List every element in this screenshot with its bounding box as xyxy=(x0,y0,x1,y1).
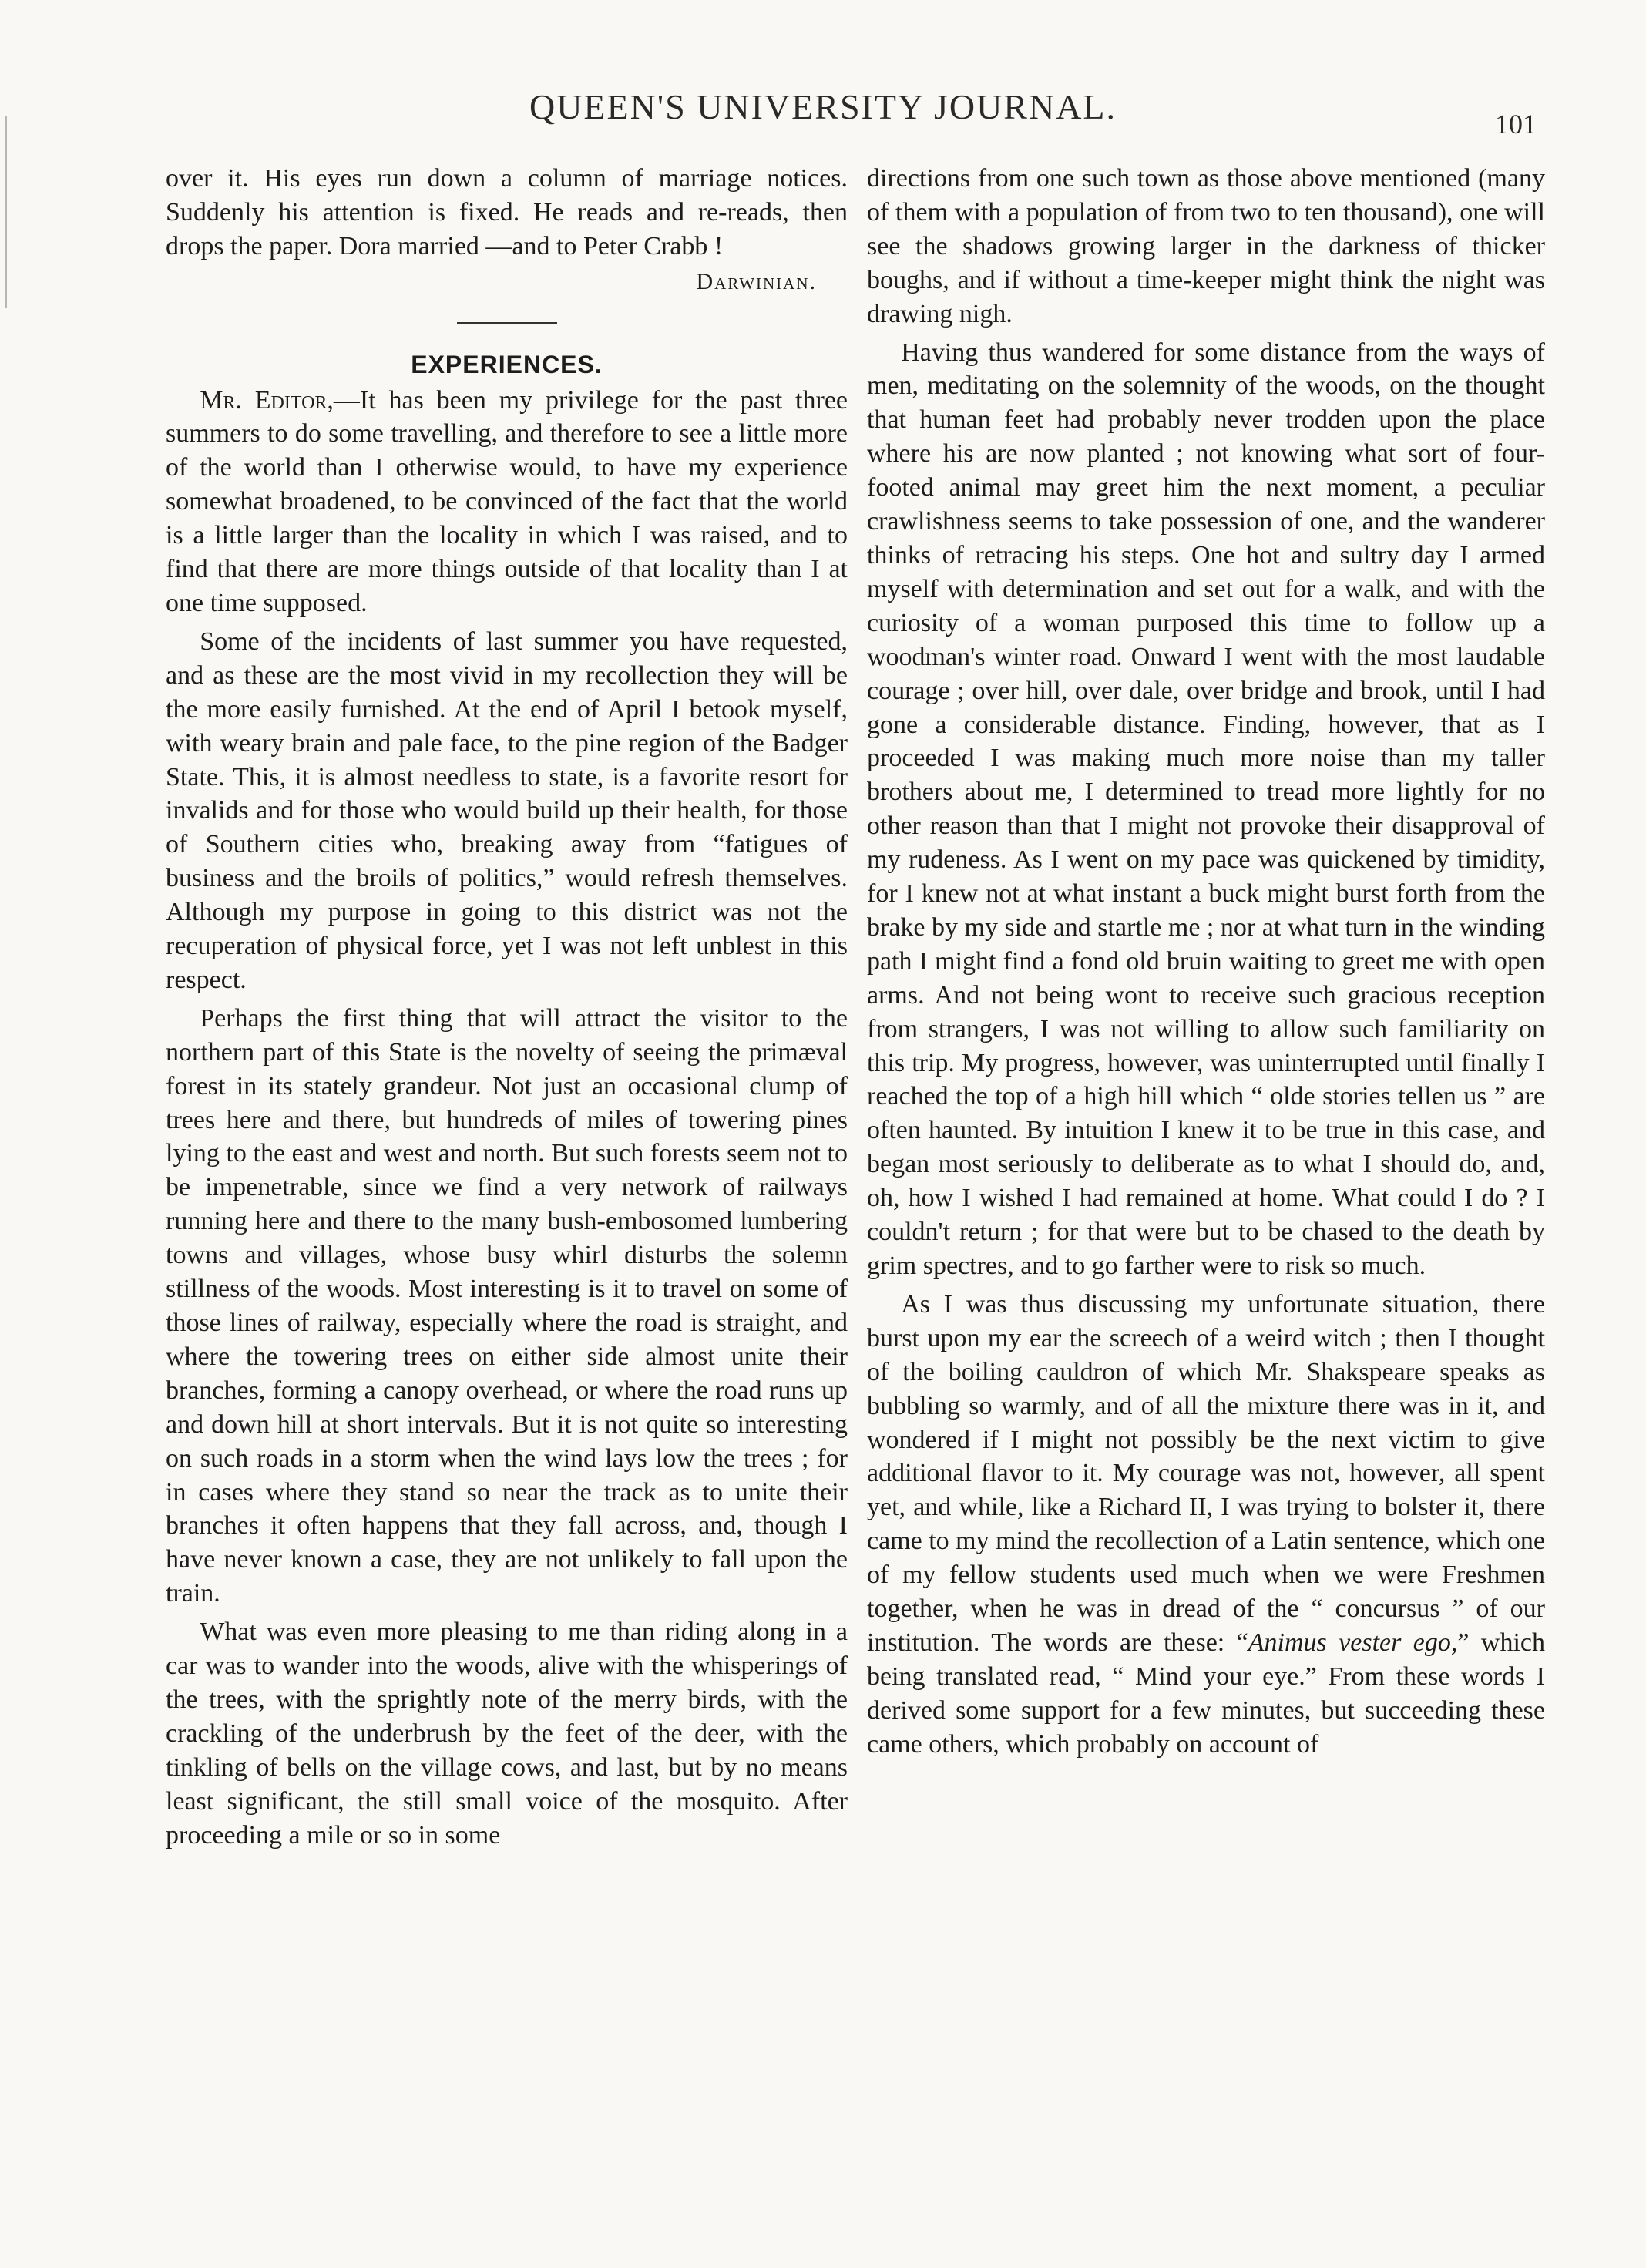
story-ending-paragraph: over it. His eyes run down a column of marriage notices. Suddenly his attention is fixed. He reads and re-reads, then drops the paper. Dora married —and to Peter Crabb ! xyxy=(166,164,848,260)
article-title: EXPERIENCES. xyxy=(411,350,603,378)
article-paragraph-2: Some of the incidents of last summer you have requested, and as these are the most vivid in my recollection they will be the more easily furnished. At the end of April I betook myself, with weary brain and pale face, to the pine region of the Badger State. This, it is almost needless to state, is a favorite resort for invalids and for those who would build up their health, for those of Southern cities who, breaking away from “fatigues of business and the broils of politics,” would refresh themselves. Although my purpose in going to this district was not the recuperation of physical force, yet I was not left unblest in this respect. xyxy=(166,627,848,994)
right-column xyxy=(867,162,1545,1762)
article-paragraph-5: directions from one such town as those above mentioned (many of them with a population of from two to ten thousand), one will see the shadows growing larger in the darkness of thicker boughs, and if without a time-keeper might think the night was drawing nigh. xyxy=(867,164,1545,328)
article-paragraph-4: What was even more pleasing to me than riding along in a car was to wander into the woods, alive with the whisperings of the trees, with the sprightly note of the merry birds, with the crackling of the underbrush by the feet of the deer, with the tinkling of bells on the village cows, and last, but by no means least significant, the still small voice of the mosquito. After proceeding a mile or so in some xyxy=(166,1618,848,1850)
page-number: 101 xyxy=(1495,109,1537,139)
running-head: QUEEN'S UNIVERSITY JOURNAL. xyxy=(529,87,1117,126)
article-paragraph-7-text-a: As I was thus discussing my unfortunate situation, there burst upon my ear the screech of a weird witch ; then I thought of the boiling cauldron of which Mr. Shakspeare speaks as bubbling so warmly, and of all the mixture there was in it, and wondered if I might not possibly be the next victim to give additional flavor to it. My courage was not, however, all spent yet, and while, like a Richard II, I was trying to bolster it, there came to my mind the recollection of a Latin sentence, which one of my fellow students used much when we were Freshmen together, when he was in dread of the “ concursus ” of our institution. The words are these: “ xyxy=(867,1289,1545,1657)
latin-phrase: Animus vester ego, xyxy=(1248,1628,1458,1657)
salutation: Mr. Editor, xyxy=(200,385,334,415)
author-signature: Darwinian. xyxy=(696,268,817,294)
article-paragraph-1-text: —It has been my privilege for the past three summers to do some travelling, and therefore to see a little more of the world than I otherwise would, to have my experience somewhat broadened, to be convinced of the fact that the world is a little larger than the locality in which I was raised, and to find that there are more things outside of that locality than I at one time supposed. xyxy=(166,385,848,617)
article-paragraph-3: Perhaps the first thing that will attract the visitor to the northern part of this State is the novelty of seeing the primæval forest in its stately grandeur. Not just an occasional clump of trees here and there, but hundreds of miles of towering pines lying to the east and west and north. But such forests seem not to be impenetrable, since we find a very network of railways running here and there to the many bush-embosomed lumbering towns and villages, whose busy whirl disturbs the solemn stillness of the woods. Most interesting is it to travel on some of those lines of railway, especially where the road is straight, and where the towering trees on either side almost unite their branches, forming a canopy overhead, or where the road runs up and down hill at short intervals. But it is not quite so interesting on such roads in a storm when the wind lays low the trees ; for in cases where they stand so near the track as to unite their branches it often happens that they fall across, and, though I have never known a case, they are not unlikely to fall upon the train. xyxy=(166,1003,848,1608)
article-paragraph-7-text-b: ” which being translated read, “ Mind your eye.” From these words I derived some support for a few minutes, but succeeding these came others, which probably on account of xyxy=(867,1628,1545,1759)
article-paragraph-1 xyxy=(166,384,848,620)
article-paragraph-6: Having thus wandered for some distance from the ways of men, meditating on the solemnity of the woods, on the thought that human feet had probably never trodden upon the place where his are now planted ; not knowing what sort of four-footed animal may greet him the next moment, a peculiar crawlishness seems to take possession of one, and the wanderer thinks of retracing his steps. One hot and sultry day I armed myself with determination and set out for a walk, and with the curiosity of a woman purposed this time to follow up a woodman's winter road. Onward I went with the most laudable courage ; over hill, over dale, over bridge and brook, until I had gone a considerable distance. Finding, however, that as I proceeded I was making much more noise than my taller brothers about me, I determined to tread more lightly for no other reason than that I might not provoke their disapproval of my rudeness. As I went on my pace was quickened by timidity, for I knew not at what instant a buck might burst forth from the brake by my side and startle me ; nor at what turn in the winding path I might find a fond old bruin waiting to greet me with open arms. And not being wont to receive such gracious reception from strangers, I was not willing to allow such familiarity on this trip. My progress, however, was uninterrupted until finally I reached the top of a high hill which “ olde stories tellen us ” are often haunted. By intuition I knew it to be true in this case, and began most seriously to deliberate as to what I should do, and, oh, how I wished I had remained at home. What could I do ? I couldn't return ; for that were but to be chased to the death by grim spectres, and to go farther were to risk so much. xyxy=(867,338,1546,1280)
section-divider xyxy=(457,322,557,324)
left-column xyxy=(166,162,848,1853)
article-paragraph-7 xyxy=(867,1288,1545,1762)
margin-scan-line xyxy=(5,116,7,308)
